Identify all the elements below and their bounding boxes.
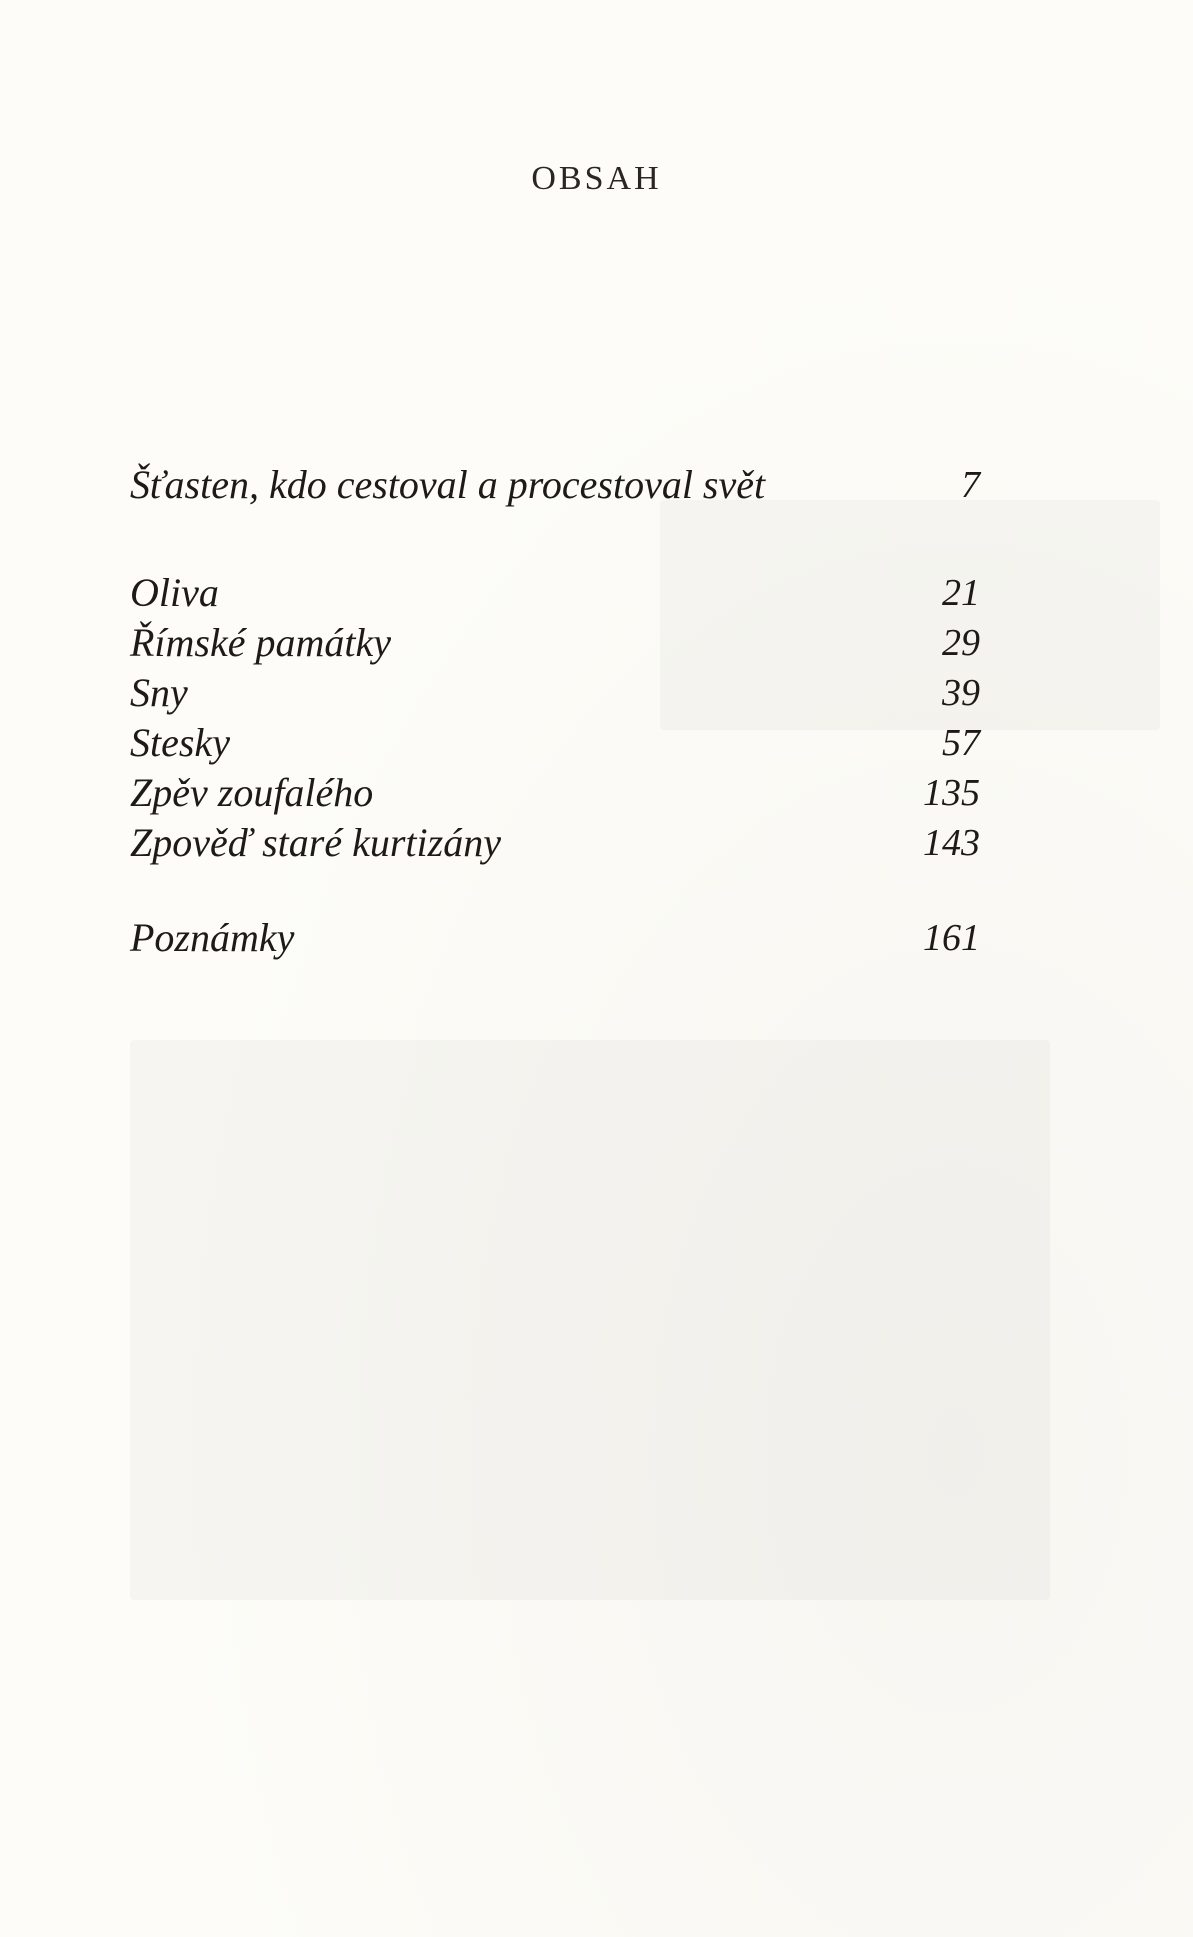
toc-entry <box>130 768 980 818</box>
toc-entry <box>130 718 980 768</box>
toc-entry-page: 7 <box>961 464 980 506</box>
page-title: OBSAH <box>531 160 662 197</box>
toc-entry <box>130 568 980 618</box>
toc-entry-title: Zpěv zoufalého <box>130 770 374 815</box>
toc-entry-page: 143 <box>923 822 980 864</box>
toc-entry <box>130 668 980 718</box>
toc-entry <box>130 618 980 668</box>
toc-entry-page: 161 <box>923 917 980 959</box>
toc-entry <box>130 818 980 868</box>
toc-entry-title: Sny <box>130 670 188 715</box>
show-through-block <box>130 1040 1050 1600</box>
toc-entry-page: 29 <box>942 622 980 664</box>
toc-entry-title: Oliva <box>130 570 219 615</box>
toc-entry-page: 135 <box>923 772 980 814</box>
toc-entry-page: 39 <box>942 672 980 714</box>
toc-entry-page: 21 <box>942 572 980 614</box>
toc-entry-title: Římské památky <box>130 620 392 665</box>
toc-entry-title: Stesky <box>130 720 230 765</box>
toc-entry-page: 57 <box>942 722 980 764</box>
toc-entry-title: Šťasten, kdo cestoval a procestoval svět <box>130 462 766 507</box>
toc-entry-title: Poznámky <box>130 915 295 960</box>
toc-entry-title: Zpověď staré kurtizány <box>130 820 501 865</box>
toc-entry <box>130 460 980 510</box>
table-of-contents <box>130 460 980 963</box>
toc-entry <box>130 913 980 963</box>
